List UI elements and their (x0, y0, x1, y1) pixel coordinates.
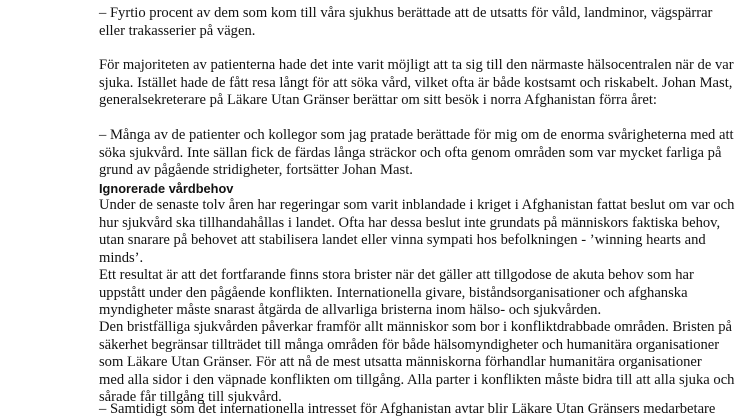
text-line: söka sjukvård. Inte sällan fick de färdas långa sträckor och ofta genom områden som var mycket farliga på (99, 144, 722, 161)
text-line: generalsekreterare på Läkare Utan Gränser berättar om sitt besök i norra Afghanistan förra året: (99, 92, 657, 109)
text-line: Ett resultat är att det fortfarande finns stora brister när det gäller att tillgodose de akuta behov som har (99, 267, 694, 283)
text-line: – Många av de patienter och kollegor som jag pratade berättade för mig om de enorma svårigheterna med att (99, 127, 734, 143)
text-line: minds’. (99, 249, 144, 266)
text-line: – Samtidigt som det internationella intresset för Afghanistan avtar blir Läkare Utan Gränsers medarbetare (99, 401, 716, 417)
paragraph-international-interest (99, 401, 716, 419)
paragraph-johan-mast-quote (99, 127, 734, 180)
paragraph-violence-quote (99, 5, 713, 40)
text-line: Under de senaste tolv åren har regeringar som varit inblandade i kriget i Afghanistan fattat beslut om var och (99, 197, 735, 213)
text-line: hur sjukvård ska tillhandahållas i landet. Ofta har dessa beslut inte grundats på människors faktiska behov, (99, 214, 721, 231)
paragraph-conflict-areas (99, 319, 735, 407)
text-line: grund av pågående stridigheter, fortsätter Johan Mast. (99, 162, 413, 179)
text-line: eller trakasserier på vägen. (99, 22, 256, 39)
text-line: myndigheter måste snarast åtgärda de allvarliga bristerna inom hälso- och sjukvården. (99, 302, 602, 319)
paragraph-government-decisions (99, 197, 735, 267)
text-line: sårade får tillgång till sjukvård. (99, 389, 282, 406)
text-line: uppstått under den pågående konflikten. Internationella givare, biståndsorganisationer och afghanska (99, 284, 688, 301)
section-heading: Ignorerade vårdbehov (99, 181, 234, 196)
paragraph-acute-needs (99, 267, 694, 320)
text-line: sjuka. Istället hade de fått resa långt för att söka vård, vilket ofta är både kostsamt och riskabelt. Johan Mast, (99, 74, 733, 91)
text-line: utan snarare på behovet att stabilisera landet eller vinna sympati hos befolkningen - ’winning hearts and (99, 232, 706, 249)
text-line: – Fyrtio procent av dem som kom till våra sjukhus berättade att de utsatts för våld, landminor, vägspärrar (99, 5, 713, 21)
text-line: Den bristfälliga sjukvården påverkar framför allt människor som bor i konfliktdrabbade områden. Bristen på (99, 319, 733, 335)
text-line: säkerhet begränsar tillträdet till många områden för både hälsomyndigheter och humanitära organisationer (99, 336, 720, 353)
text-line: som Läkare Utan Gränser. För att nå de mest utsatta människorna förhandlar humanitära organisationer (99, 354, 702, 371)
text-line: För majoriteten av patienterna hade det inte varit möjligt att ta sig till den närmaste hälsocentralen när de var (99, 57, 734, 73)
text-line: med alla sidor i den väpnade konflikten om tillgång. Alla parter i konflikten måste bidra till att alla sjuka och (99, 371, 735, 388)
paragraph-majority-patients (99, 57, 734, 110)
